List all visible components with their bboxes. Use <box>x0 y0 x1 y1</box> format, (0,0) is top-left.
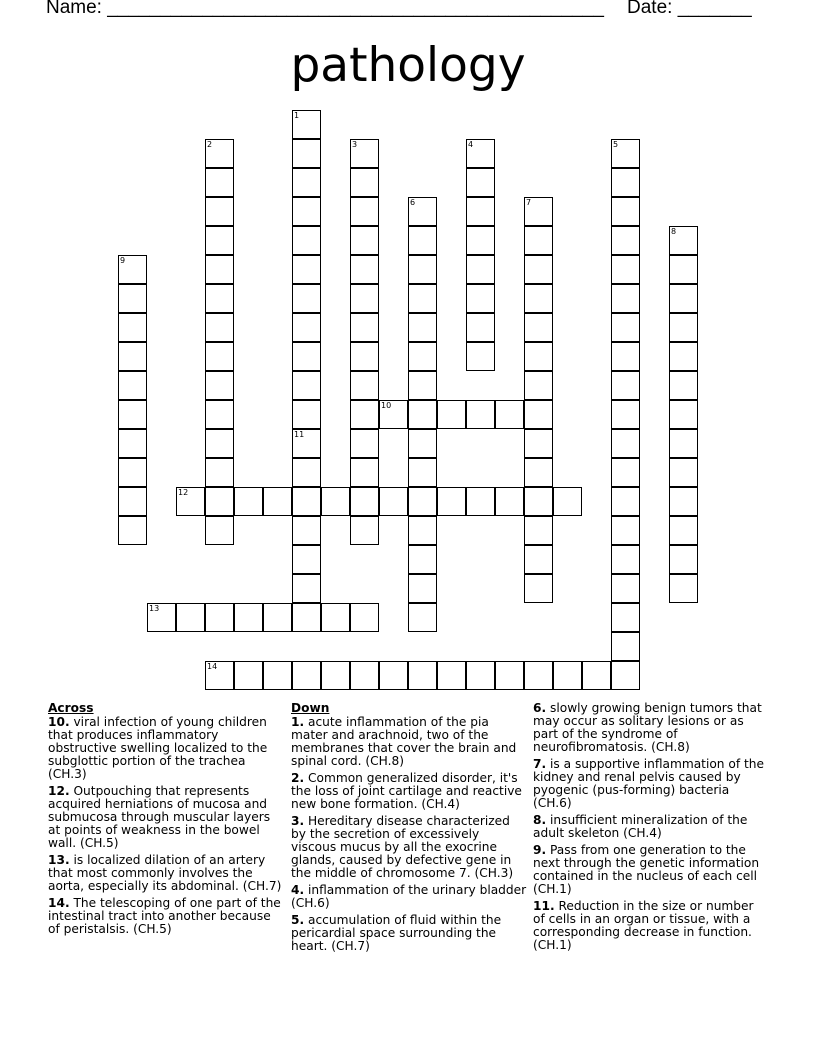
grid-cell[interactable] <box>292 255 321 284</box>
grid-cell[interactable] <box>669 516 698 545</box>
grid-cell[interactable] <box>611 139 640 168</box>
clue-number: 13. <box>48 853 70 867</box>
grid-cell[interactable] <box>292 429 321 458</box>
grid-cell[interactable] <box>205 429 234 458</box>
grid-cell[interactable] <box>292 400 321 429</box>
grid-cell[interactable] <box>205 400 234 429</box>
clue-item <box>533 702 769 754</box>
grid-cell[interactable] <box>524 342 553 371</box>
grid-cell[interactable] <box>408 603 437 632</box>
cell-number: 6 <box>410 198 416 207</box>
name-field-line: Name: _______________________________________________ <box>46 0 604 18</box>
grid-cell[interactable] <box>408 458 437 487</box>
clue-number: 10. <box>48 715 70 729</box>
grid-cell[interactable] <box>292 139 321 168</box>
grid-cell[interactable] <box>350 139 379 168</box>
clue-text: slowly growing benign tumors that may occur as solitary lesions or as part of the syndrome of neurofibromatosis. (CH.8) <box>533 701 762 754</box>
cell-number: 13 <box>149 604 160 613</box>
grid-cell[interactable] <box>118 516 147 545</box>
grid-cell[interactable] <box>466 400 495 429</box>
grid-cell[interactable] <box>524 313 553 342</box>
grid-cell[interactable] <box>669 371 698 400</box>
grid-cell[interactable] <box>611 197 640 226</box>
grid-cell[interactable] <box>205 603 234 632</box>
clue-text: is a supportive inflammation of the kidney and renal pelvis caused by pyogenic (pus-forming) bacteria (CH.6) <box>533 757 765 810</box>
clue-item <box>533 900 769 952</box>
grid-cell[interactable] <box>495 400 524 429</box>
cell-number: 1 <box>294 111 300 120</box>
clue-text: Pass from one generation to the next through the genetic information contained in the nucleus of each cell (CH.1) <box>533 843 760 896</box>
clue-item <box>48 897 284 936</box>
grid-cell[interactable] <box>205 197 234 226</box>
grid-cell[interactable] <box>292 168 321 197</box>
grid-cell[interactable] <box>205 661 234 690</box>
cell-number: 8 <box>671 227 677 236</box>
grid-cell[interactable] <box>408 255 437 284</box>
across-heading: Across <box>48 701 94 715</box>
grid-cell[interactable] <box>205 255 234 284</box>
clue-number: 9. <box>533 843 547 857</box>
clue-item <box>48 716 284 781</box>
grid-cell[interactable] <box>263 661 292 690</box>
grid-cell[interactable] <box>408 429 437 458</box>
grid-cell[interactable] <box>379 661 408 690</box>
grid-cell[interactable] <box>292 487 321 516</box>
grid-cell[interactable] <box>379 400 408 429</box>
grid-cell[interactable] <box>205 371 234 400</box>
grid-cell[interactable] <box>611 545 640 574</box>
grid-cell[interactable] <box>147 603 176 632</box>
clue-text: Common generalized disorder, it's the loss of joint cartilage and reactive new bone formation. (CH.4) <box>291 771 522 811</box>
grid-cell[interactable] <box>118 400 147 429</box>
clue-item <box>291 914 527 953</box>
across-clue-list <box>48 716 284 936</box>
grid-cell[interactable] <box>118 255 147 284</box>
grid-cell[interactable] <box>669 545 698 574</box>
grid-cell[interactable] <box>466 313 495 342</box>
grid-cell[interactable] <box>408 487 437 516</box>
grid-cell[interactable] <box>611 226 640 255</box>
grid-cell[interactable] <box>524 284 553 313</box>
grid-cell[interactable] <box>669 284 698 313</box>
grid-cell[interactable] <box>292 313 321 342</box>
grid-cell[interactable] <box>408 661 437 690</box>
grid-cell[interactable] <box>118 313 147 342</box>
clue-item <box>533 844 769 896</box>
cell-number: 12 <box>178 488 189 497</box>
cell-number: 14 <box>207 662 218 671</box>
clue-text: inflammation of the urinary bladder (CH.6) <box>291 883 527 910</box>
grid-cell[interactable] <box>669 458 698 487</box>
clue-number: 2. <box>291 771 305 785</box>
grid-cell[interactable] <box>379 487 408 516</box>
grid-cell[interactable] <box>408 400 437 429</box>
clue-item <box>291 884 527 910</box>
cell-number: 11 <box>294 430 305 439</box>
grid-cell[interactable] <box>292 574 321 603</box>
clue-number: 8. <box>533 813 547 827</box>
grid-cell[interactable] <box>205 458 234 487</box>
cell-number: 3 <box>352 140 358 149</box>
grid-cell[interactable] <box>118 458 147 487</box>
grid-cell[interactable] <box>350 458 379 487</box>
grid-cell[interactable] <box>350 313 379 342</box>
grid-cell[interactable] <box>611 313 640 342</box>
grid-cell[interactable] <box>611 487 640 516</box>
grid-cell[interactable] <box>611 632 640 661</box>
grid-cell[interactable] <box>292 371 321 400</box>
grid-cell[interactable] <box>437 400 466 429</box>
grid-cell[interactable] <box>292 284 321 313</box>
clue-item <box>291 815 527 880</box>
clue-number: 4. <box>291 883 305 897</box>
grid-cell[interactable] <box>553 661 582 690</box>
grid-cell[interactable] <box>669 255 698 284</box>
grid-cell[interactable] <box>437 487 466 516</box>
grid-cell[interactable] <box>524 661 553 690</box>
clue-text: Hereditary disease characterized by the secretion of excessively viscous mucus by all the exocrine glands, caused by defective gene in the middle of chromosome 7. (CH.3) <box>291 814 514 880</box>
clue-item <box>48 854 284 893</box>
grid-cell[interactable] <box>669 342 698 371</box>
grid-cell[interactable] <box>669 226 698 255</box>
grid-cell[interactable] <box>611 516 640 545</box>
grid-cell[interactable] <box>524 516 553 545</box>
cell-number: 4 <box>468 140 474 149</box>
grid-cell[interactable] <box>350 255 379 284</box>
down-continued-clue-list <box>533 702 769 952</box>
grid-cell[interactable] <box>495 487 524 516</box>
grid-cell[interactable] <box>466 661 495 690</box>
grid-cell[interactable] <box>118 429 147 458</box>
grid-cell[interactable] <box>408 197 437 226</box>
grid-cell[interactable] <box>408 313 437 342</box>
grid-cell[interactable] <box>292 603 321 632</box>
grid-cell[interactable] <box>611 429 640 458</box>
grid-cell[interactable] <box>118 342 147 371</box>
grid-cell[interactable] <box>524 226 553 255</box>
grid-cell[interactable] <box>611 661 640 690</box>
date-field-line: Date: _______ <box>627 0 752 18</box>
grid-cell[interactable] <box>292 342 321 371</box>
grid-cell[interactable] <box>466 197 495 226</box>
grid-cell[interactable] <box>205 139 234 168</box>
grid-cell[interactable] <box>350 400 379 429</box>
grid-cell[interactable] <box>524 545 553 574</box>
clue-text: acute inflammation of the pia mater and arachnoid, two of the membranes that cover the brain and spinal cord. (CH.8) <box>291 715 517 768</box>
clue-text: Reduction in the size or number of cells in an organ or tissue, with a corresponding decrease in function. (CH.1) <box>533 899 754 952</box>
grid-cell[interactable] <box>205 342 234 371</box>
clue-number: 1. <box>291 715 305 729</box>
grid-cell[interactable] <box>495 661 524 690</box>
grid-cell[interactable] <box>321 661 350 690</box>
grid-cell[interactable] <box>350 168 379 197</box>
clue-text: is localized dilation of an artery that most commonly involves the aorta, especially its abdominal. (CH.7) <box>48 853 282 893</box>
grid-cell[interactable] <box>350 487 379 516</box>
grid-cell[interactable] <box>408 574 437 603</box>
grid-cell[interactable] <box>408 342 437 371</box>
grid-cell[interactable] <box>292 197 321 226</box>
grid-cell[interactable] <box>466 139 495 168</box>
grid-cell[interactable] <box>611 400 640 429</box>
grid-cell[interactable] <box>669 487 698 516</box>
cell-number: 9 <box>120 256 126 265</box>
clue-number: 3. <box>291 814 305 828</box>
grid-cell[interactable] <box>118 284 147 313</box>
grid-cell[interactable] <box>408 516 437 545</box>
grid-cell[interactable] <box>524 255 553 284</box>
page-title: pathology <box>290 38 526 93</box>
grid-cell[interactable] <box>292 226 321 255</box>
grid-cell[interactable] <box>350 661 379 690</box>
grid-cell[interactable] <box>321 487 350 516</box>
clue-number: 14. <box>48 896 70 910</box>
grid-cell[interactable] <box>234 487 263 516</box>
grid-cell[interactable] <box>234 661 263 690</box>
down-clue-list <box>291 716 527 953</box>
grid-cell[interactable] <box>466 168 495 197</box>
grid-cell[interactable] <box>669 574 698 603</box>
clue-number: 7. <box>533 757 547 771</box>
grid-cell[interactable] <box>176 487 205 516</box>
grid-cell[interactable] <box>669 429 698 458</box>
grid-cell[interactable] <box>205 226 234 255</box>
clues-down-continued-column <box>533 702 769 956</box>
down-heading: Down <box>291 701 330 715</box>
clue-text: Outpouching that represents acquired herniations of mucosa and submucosa through muscular layers at points of weakness in the bowel wall. (CH.5) <box>48 784 271 850</box>
grid-cell[interactable] <box>292 110 321 139</box>
grid-cell[interactable] <box>408 371 437 400</box>
grid-cell[interactable] <box>205 516 234 545</box>
grid-cell[interactable] <box>205 487 234 516</box>
clue-item <box>291 716 527 768</box>
grid-cell[interactable] <box>611 371 640 400</box>
grid-cell[interactable] <box>234 603 263 632</box>
grid-cell[interactable] <box>669 313 698 342</box>
grid-cell[interactable] <box>611 342 640 371</box>
grid-cell[interactable] <box>669 400 698 429</box>
grid-cell[interactable] <box>466 255 495 284</box>
clue-item <box>48 785 284 850</box>
grid-cell[interactable] <box>466 342 495 371</box>
clue-text: The telescoping of one part of the intestinal tract into another because of peristalsis. (CH.5) <box>48 896 281 936</box>
clue-item <box>533 814 769 840</box>
grid-cell[interactable] <box>466 487 495 516</box>
grid-cell[interactable] <box>524 371 553 400</box>
grid-cell[interactable] <box>611 603 640 632</box>
clues-across-column <box>48 702 284 940</box>
grid-cell[interactable] <box>176 603 205 632</box>
grid-cell[interactable] <box>350 371 379 400</box>
clue-number: 5. <box>291 913 305 927</box>
grid-cell[interactable] <box>553 487 582 516</box>
grid-cell[interactable] <box>292 458 321 487</box>
grid-cell[interactable] <box>408 284 437 313</box>
grid-cell[interactable] <box>437 661 466 690</box>
grid-cell[interactable] <box>582 661 611 690</box>
grid-cell[interactable] <box>466 284 495 313</box>
clues-down-column <box>291 702 527 957</box>
grid-cell[interactable] <box>350 429 379 458</box>
grid-cell[interactable] <box>524 197 553 226</box>
grid-cell[interactable] <box>611 255 640 284</box>
grid-cell[interactable] <box>350 342 379 371</box>
grid-cell[interactable] <box>263 603 292 632</box>
grid-cell[interactable] <box>118 487 147 516</box>
clue-text: accumulation of fluid within the pericardial space surrounding the heart. (CH.7) <box>291 913 502 953</box>
clue-item <box>291 772 527 811</box>
grid-cell[interactable] <box>350 226 379 255</box>
grid-cell[interactable] <box>611 458 640 487</box>
cell-number: 7 <box>526 198 532 207</box>
grid-cell[interactable] <box>611 574 640 603</box>
grid-cell[interactable] <box>292 661 321 690</box>
grid-cell[interactable] <box>611 168 640 197</box>
cell-number: 5 <box>613 140 619 149</box>
grid-cell[interactable] <box>611 284 640 313</box>
clue-text: insufficient mineralization of the adult skeleton (CH.4) <box>533 813 748 840</box>
grid-cell[interactable] <box>263 487 292 516</box>
grid-cell[interactable] <box>466 226 495 255</box>
grid-cell[interactable] <box>292 516 321 545</box>
clue-item <box>533 758 769 810</box>
grid-cell[interactable] <box>350 284 379 313</box>
grid-cell[interactable] <box>524 458 553 487</box>
grid-cell[interactable] <box>524 429 553 458</box>
grid-cell[interactable] <box>408 545 437 574</box>
clue-number: 12. <box>48 784 70 798</box>
cell-number: 2 <box>207 140 213 149</box>
grid-cell[interactable] <box>524 574 553 603</box>
grid-cell[interactable] <box>205 168 234 197</box>
grid-cell[interactable] <box>408 226 437 255</box>
grid-cell[interactable] <box>321 603 350 632</box>
grid-cell[interactable] <box>350 603 379 632</box>
clue-number: 6. <box>533 701 547 715</box>
grid-cell[interactable] <box>524 400 553 429</box>
grid-cell[interactable] <box>524 487 553 516</box>
grid-cell[interactable] <box>118 371 147 400</box>
grid-cell[interactable] <box>350 197 379 226</box>
grid-cell[interactable] <box>292 545 321 574</box>
grid-cell[interactable] <box>205 284 234 313</box>
clue-text: viral infection of young children that produces inflammatory obstructive swelling localized to the subglottic portion of the trachea (CH.3) <box>48 715 268 781</box>
grid-cell[interactable] <box>350 516 379 545</box>
grid-cell[interactable] <box>205 313 234 342</box>
clue-number: 11. <box>533 899 555 913</box>
cell-number: 10 <box>381 401 392 410</box>
